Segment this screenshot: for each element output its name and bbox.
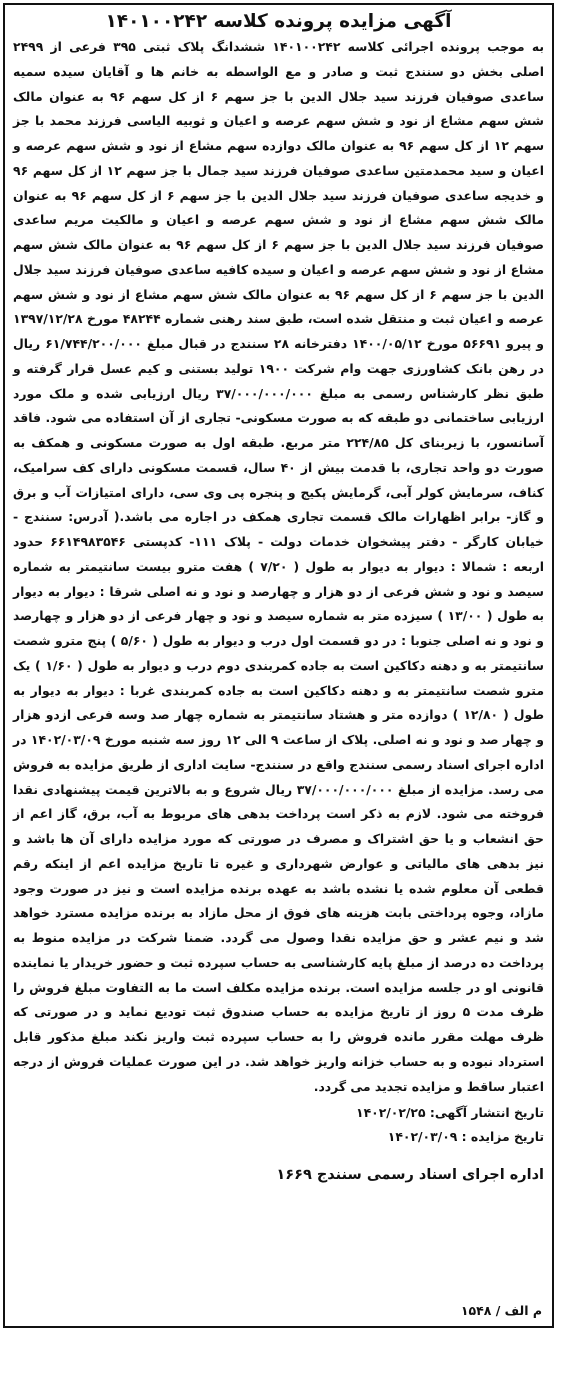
issuing-office: اداره اجرای اسناد رسمی سنندج ۱۶۶۹ bbox=[276, 1167, 544, 1184]
notice-dates bbox=[13, 1101, 544, 1149]
auction-notice bbox=[3, 3, 554, 1328]
notice-title: آگهی مزایده پرونده کلاسه ۱۴۰۱۰۰۲۴۲ bbox=[105, 11, 452, 32]
auction-date: تاریخ مزایده : ۱۴۰۲/۰۳/۰۹ bbox=[387, 1129, 544, 1145]
notice-body: به موجب پرونده اجرائی کلاسه ۱۴۰۱۰۰۲۴۲ ششدانگ پلاک ثبتی ۳۹۵ فرعی از ۲۴۹۹ اصلی بخش دو سنندج ثبت و صادر و مع الواسطه به خانم ها و آقایان سیده سمیه ساعدی صوفیان فرزند سید جلال الدین با جز سهم ۶ از کل سهم ۹۶ به عنوان مالک شش سهم مشاع از نود و شش سهم عرصه و اعیان و ثوبیه الیاسی فرزند محمد با جز سهم ۱۲ از کل سهم ۹۶ به عنوان مالک دوازده سهم مشاع از نود و شش سهم عرصه و اعیان و سید محمدمتین ساعدی صوفیان فرزند سید جمال با جز سهم ۱۲ از کل سهم ۹۶ و خدیجه ساعدی صوفیان فرزند سید جلال الدین با جز سهم ۶ از کل سهم ۹۶ به عنوان مالک شش سهم مشاع از نود و شش سهم عرصه و اعیان و مالکیت مریم ساعدی صوفیان فرزند سید جلال الدین با جز سهم ۶ از کل سهم ۹۶ به عنوان مالک شش سهم مشاع از نود و شش سهم عرصه و اعیان و سیده کافیه ساعدی صوفیان فرزند سید جلال الدین با جز سهم ۶ از کل سهم ۹۶ به عنوان مالک شش سهم مشاع از نود و شش سهم عرصه و اعیان ثبت و منتقل شده است، طبق سند رهنی شماره ۴۸۲۴۴ مورخ ۱۳۹۷/۱۲/۲۸ و پیرو ۵۶۶۹۱ مورخ ۱۴۰۰/۰۵/۱۲ دفترخانه ۲۸ سنندج در قبال مبلغ ۶۱/۷۴۴/۲۰۰/۰۰۰ ریال در رهن بانک کشاورزی جهت وام شرکت ۱۹۰۰ تولید بستنی و کیم عسل قرار گرفته و طبق نظر کارشناس رسمی به مبلغ ۳۷/۰۰۰/۰۰۰/۰۰۰ ریال ارزیابی شده و ملک مورد ارزیابی ساختمانی دو طبقه که به صورت مسکونی- تجاری از آن استفاده می شود. فاقد آسانسور، با زیربنای کل ۲۲۴/۸۵ متر مربع. طبقه اول به صورت مسکونی و همکف به صورت دو واحد تجاری، با قدمت بیش از ۴۰ سال، قسمت مسکونی دارای کف سرامیک، کناف، سرمایش کولر آبی، گرمایش پکیج و پنجره پی وی سی، دارای امتیازات آب و برق و گاز- برابر اظهارات مالک قسمت تجاری همکف در اجاره می باشد.( آدرس: سنندج - خیابان کارگر - دفتر پیشخوان خدمات دولت - پلاک ۱۱۱- کدپستی ۶۶۱۴۹۸۳۵۴۶ حدود اربعه : شمالا : دیوار به دیوار به طول ( ۷/۲۰ ) هفت مترو بیست سانتیمتر به شماره سیصد و نود و شش فرعی از دو هزار و چهارصد و نود و نه اصلی شرقا : دیوار به دیوار به طول ( ۱۳/۰۰ ) سیزده متر به شماره سیصد و نود و چهار فرعی از دو هزار و چهارصد و نود و نه اصلی جنوبا : در دو قسمت اول درب و دیوار به طول ( ۵/۶۰ ) پنج مترو شصت سانتیمتر به و دهنه دکاکین است به جاده کمربندی دوم درب و دیوار به طول ( ۱/۶۰ ) یک مترو شصت سانتیمتر به و دهنه دکاکین است به جاده کمربندی غربا : دیوار به دیوار به طول ( ۱۲/۸۰ ) دوازده متر و هشتاد سانتیمتر به شماره چهار صد وسه فرعی ازدو هزار و چهار صد و نود و نه اصلی. پلاک از ساعت ۹ الی ۱۲ روز سه شنبه مورخ ۱۴۰۲/۰۳/۰۹ در اداره اجرای اسناد رسمی سنندج واقع در سنندج- سایت اداری از طریق مزایده به فروش می رسد. مزایده از مبلغ ۳۷/۰۰۰/۰۰۰/۰۰۰ ریال شروع و به بالاترین قیمت پیشنهادی نقدا فروخته می شود. لازم به ذکر است پرداخت بدهی های مربوط به آب، برق، گاز اعم از حق انشعاب و یا حق اشتراک و مصرف در صورتی که مورد مزایده دارای آن ها باشد و نیز بدهی های مالیاتی و عوارض شهرداری و غیره تا تاریخ مزایده اعم از اینکه رقم قطعی آن معلوم شده یا نشده باشد به عهده برنده مزایده است و نیز در صورت وجود مازاد، وجوه پرداختی بابت هزینه های فوق از محل مازاد به برنده مزایده مسترد خواهد شد و نیم عشر و حق مزایده نقدا وصول می گردد. ضمنا شرکت در مزایده منوط به پرداخت ده درصد از مبلغ پایه کارشناسی به حساب سپرده ثبت و حضور خریدار یا نماینده قانونی او در جلسه مزایده است. برنده مزایده مکلف است ما به التفاوت مبلغ فروش را ظرف مدت ۵ روز از تاریخ مزایده به حساب صندوق ثبت تودیع نماید و در صورتی که ظرف مهلت مقرر مانده فروش را به حساب سپرده ثبت واریز نکند مبلغ مذکور قابل استرداد نبوده و به حساب خزانه واریز خواهد شد. در این صورت عملیات فروش از درجه اعتبار ساقط و مزایده تجدید می گردد. bbox=[13, 39, 545, 1094]
publish-date: تاریخ انتشار آگهی: ۱۴۰۲/۰۲/۲۵ bbox=[356, 1105, 544, 1121]
notice-code: م الف / ۱۵۴۸ bbox=[460, 1303, 542, 1318]
